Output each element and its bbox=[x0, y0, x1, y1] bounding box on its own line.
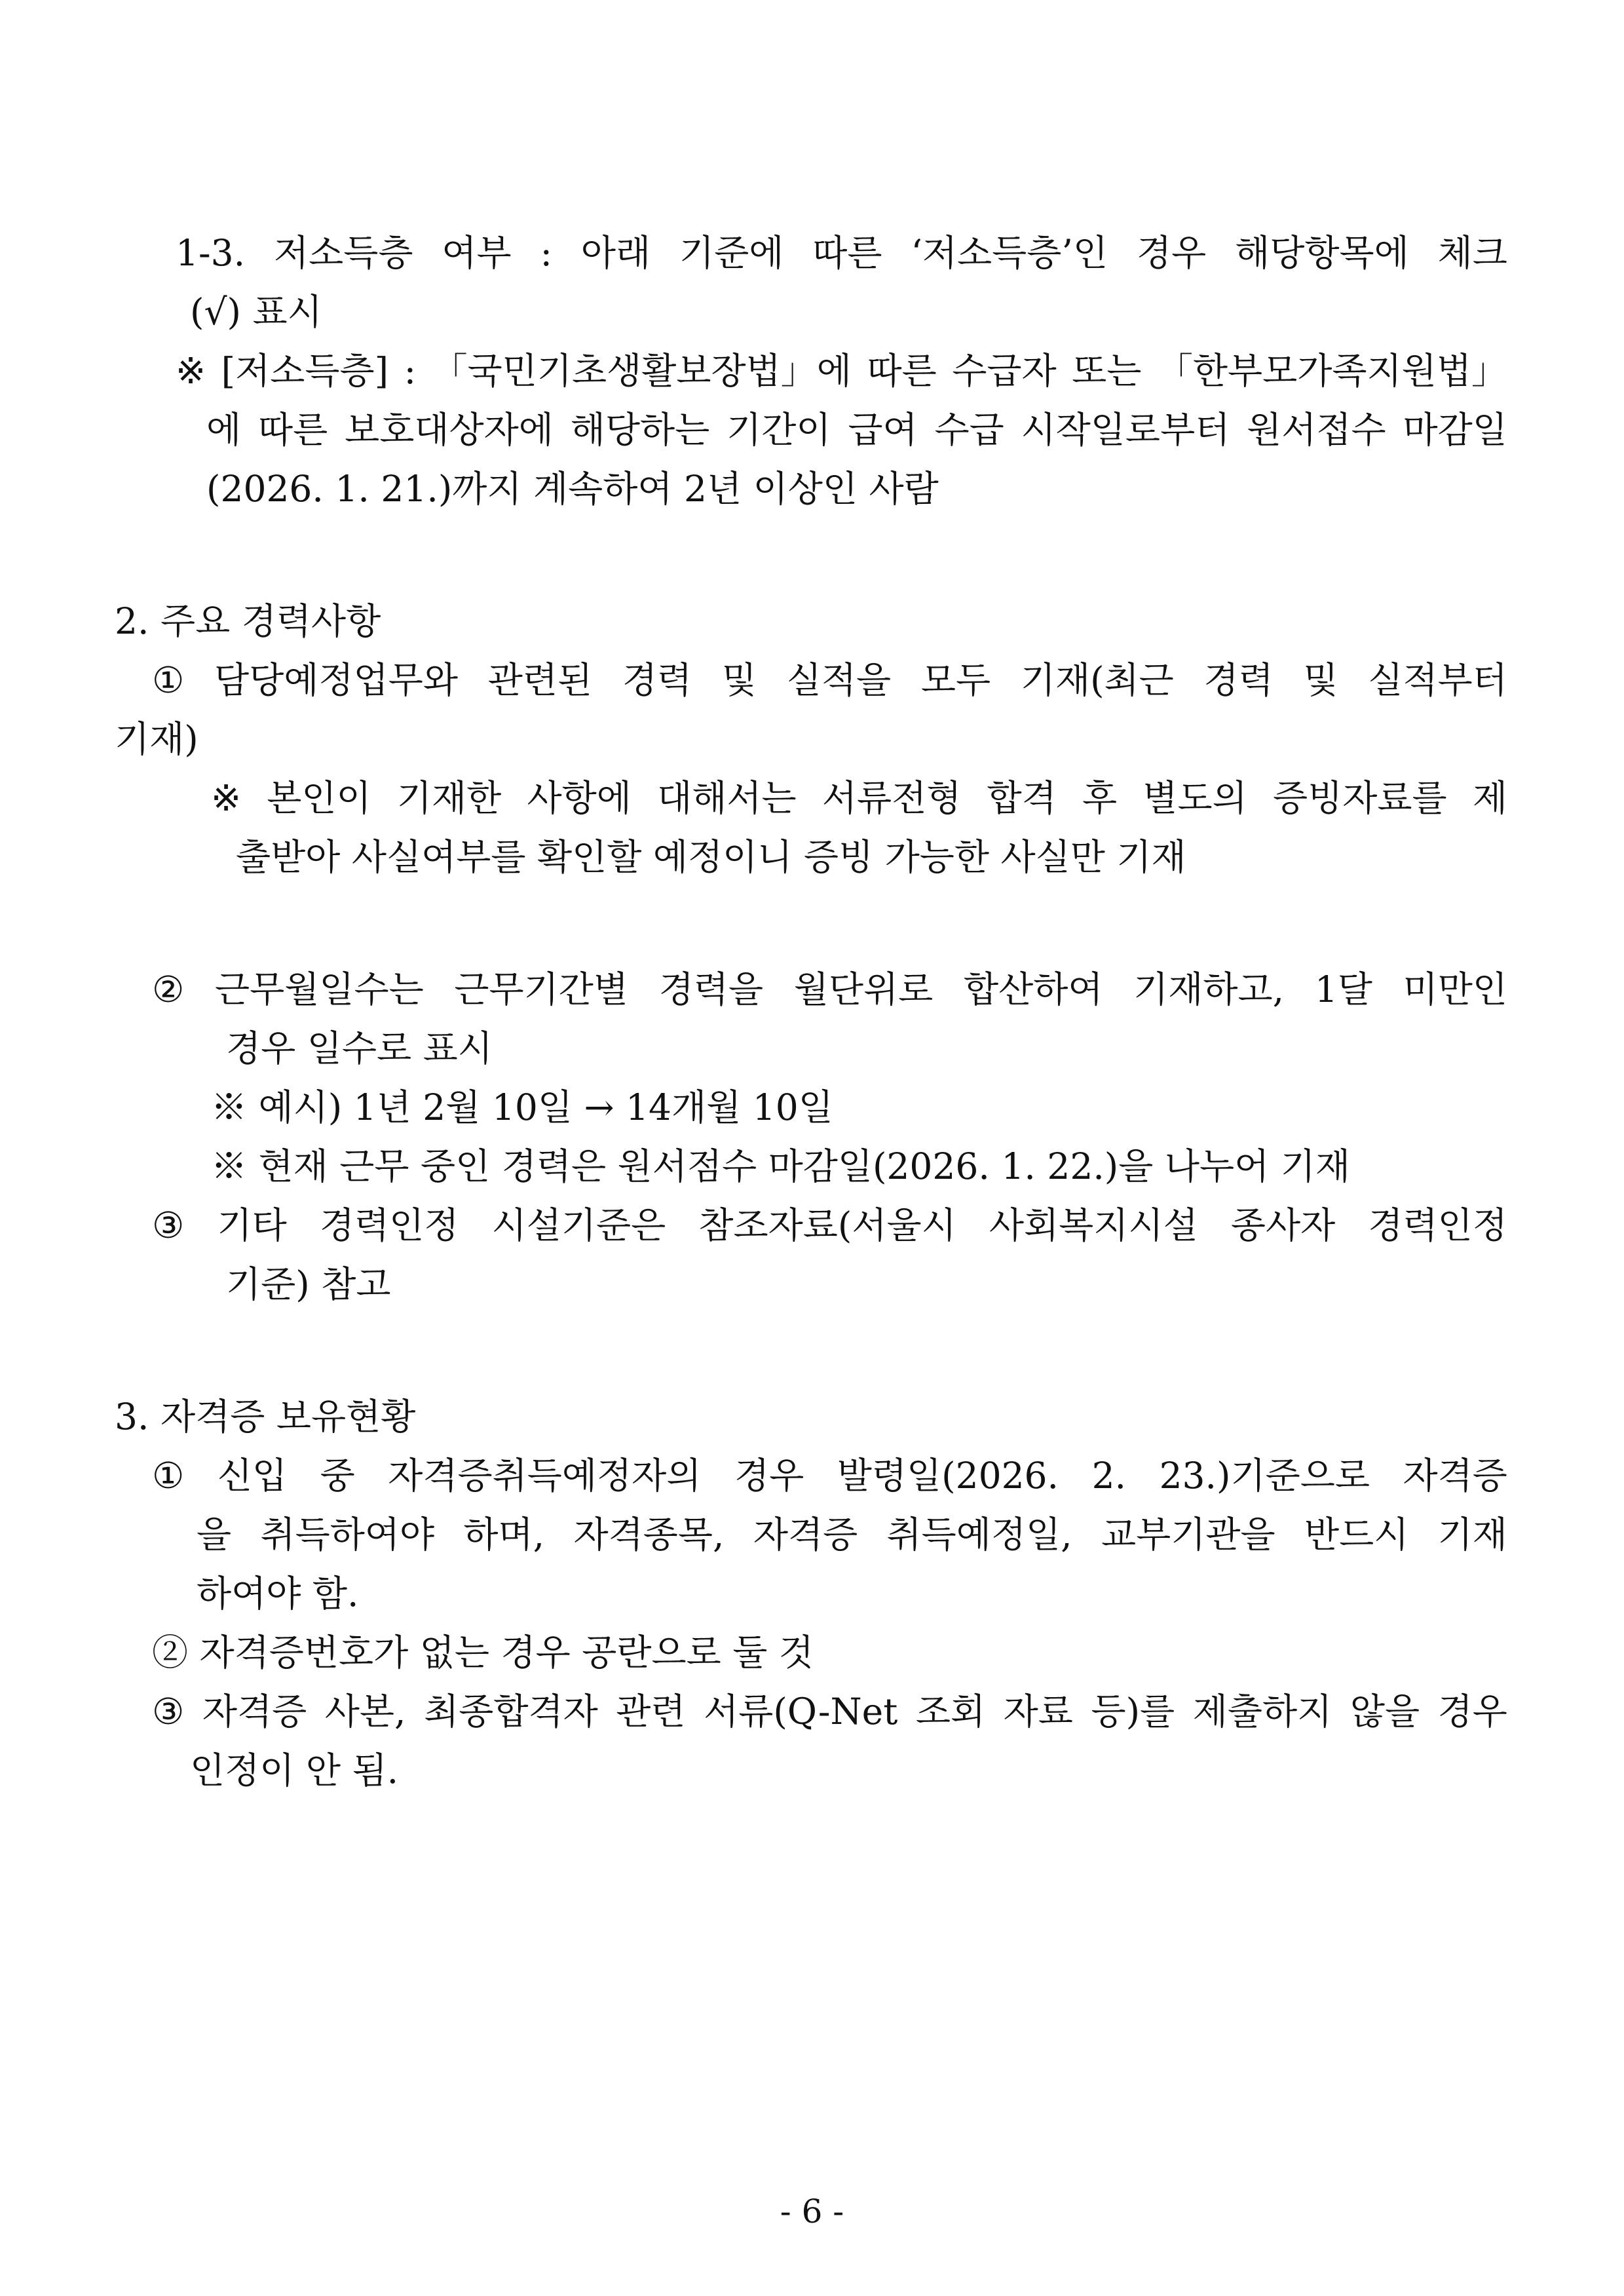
word: 기타 bbox=[217, 1204, 287, 1246]
word: 저소득층 bbox=[273, 232, 413, 274]
word: 따른 bbox=[812, 232, 882, 274]
career-item2-note: ※ 현재 근무 중인 경력은 원서점수 마감일(2026. 1. 22.)을 나누어 기재 bbox=[211, 1145, 1351, 1187]
word: 23.)기준으로 bbox=[1159, 1455, 1370, 1497]
career-item3-line1 bbox=[152, 1199, 1507, 1252]
word: 경력 bbox=[622, 659, 692, 701]
word: ‘저소득층’인 bbox=[911, 232, 1108, 274]
license-item1-line2 bbox=[197, 1508, 1507, 1561]
word: 경력인정 bbox=[319, 1204, 459, 1246]
section-2-heading: 2. 주요 경력사항 bbox=[115, 600, 381, 642]
word: 따른 bbox=[257, 409, 328, 451]
word: ※ bbox=[211, 777, 242, 819]
word: 마감일 bbox=[1403, 409, 1507, 451]
word: 미만인 bbox=[1403, 968, 1507, 1010]
career-item2-example: ※ 예시) 1년 2월 10일 → 14개월 10일 bbox=[211, 1086, 833, 1128]
word: 경력을 bbox=[658, 968, 764, 1010]
word: 2. bbox=[1091, 1455, 1127, 1497]
word: 1달 bbox=[1314, 968, 1372, 1010]
word: 해당항목에 bbox=[1235, 232, 1409, 274]
word: ③ bbox=[152, 1691, 185, 1732]
word: ※ bbox=[176, 350, 206, 392]
word: 을 bbox=[197, 1514, 232, 1556]
word: 월단위로 bbox=[793, 968, 934, 1010]
word: 「한부모가족지원법」 bbox=[1156, 350, 1507, 392]
license-item3-line2: 인정이 안 됨. bbox=[190, 1750, 399, 1791]
word: 합격 bbox=[987, 777, 1057, 819]
word: 경우 bbox=[1437, 1691, 1507, 1732]
word: 근무월일수는 bbox=[214, 968, 424, 1010]
word: 하며, bbox=[463, 1514, 545, 1556]
career-item1-line2: 기재) bbox=[115, 718, 198, 760]
word: 따른 bbox=[867, 350, 937, 392]
word: 1-3. bbox=[176, 232, 246, 274]
word: 모두 bbox=[920, 659, 991, 701]
word: 「국민기초생활보장법」에 bbox=[431, 350, 852, 392]
word: 사회복지시설 bbox=[989, 1204, 1198, 1246]
word: 자격증취득예정자의 bbox=[388, 1455, 702, 1497]
word: ① bbox=[152, 659, 185, 701]
word: 경우 bbox=[734, 1455, 804, 1497]
word: 관련 bbox=[616, 1691, 686, 1732]
word: [저소득층] bbox=[221, 350, 389, 392]
word: 아래 bbox=[580, 232, 651, 274]
word: 근무기간별 bbox=[454, 968, 629, 1010]
word: 여부 bbox=[442, 232, 512, 274]
word: 담당예정업무와 bbox=[214, 659, 458, 701]
word: 자격증 bbox=[753, 1514, 858, 1556]
word: 합산하여 bbox=[963, 968, 1103, 1010]
word: 기재 bbox=[1437, 1514, 1507, 1556]
word: 등)를 bbox=[1091, 1691, 1175, 1732]
word: 취득하여야 bbox=[260, 1514, 435, 1556]
word: 경우 bbox=[1136, 232, 1207, 274]
career-item1-line1 bbox=[152, 654, 1507, 706]
word: 조회 bbox=[915, 1691, 986, 1732]
word: 급여 bbox=[848, 409, 918, 451]
word: 최종합격자 bbox=[424, 1691, 598, 1732]
word: 경력인정 bbox=[1368, 1204, 1507, 1246]
word: 경력 bbox=[1203, 659, 1274, 701]
word: 자료 bbox=[1003, 1691, 1073, 1732]
word: 반드시 bbox=[1304, 1514, 1409, 1556]
word: 기재한 bbox=[396, 777, 502, 819]
word: 수급자 bbox=[952, 350, 1057, 392]
word: 실적을 bbox=[786, 659, 892, 701]
word: 종사자 bbox=[1230, 1204, 1336, 1246]
word: 참조자료(서울시 bbox=[698, 1204, 956, 1246]
word: ① bbox=[152, 1455, 185, 1497]
word: 및 bbox=[721, 659, 757, 701]
section-3-heading: 3. 자격증 보유현황 bbox=[115, 1396, 416, 1438]
word: 에 bbox=[206, 409, 242, 451]
word: 발령일(2026. bbox=[837, 1455, 1059, 1497]
section-1-3-heading-line1 bbox=[176, 227, 1507, 279]
word: 자격증 bbox=[202, 1691, 307, 1732]
word: 자격증 bbox=[1403, 1455, 1507, 1497]
word: 보호대상자에 bbox=[345, 409, 554, 451]
word: 취득예정일, bbox=[886, 1514, 1072, 1556]
word: 신입 bbox=[217, 1455, 288, 1497]
license-item3-line1 bbox=[152, 1685, 1507, 1738]
page-number: - 6 - bbox=[780, 2192, 844, 2230]
section-1-3-heading-line2: (√) 표시 bbox=[190, 291, 322, 333]
low-income-note-line1 bbox=[176, 345, 1507, 397]
word: 별도의 bbox=[1142, 777, 1247, 819]
word: 체크 bbox=[1437, 232, 1507, 274]
word: 자격종목, bbox=[573, 1514, 725, 1556]
word: 사본, bbox=[324, 1691, 406, 1732]
word: 않을 bbox=[1350, 1691, 1420, 1732]
career-item3-line2: 기준) 참고 bbox=[226, 1263, 391, 1305]
word: ② bbox=[152, 968, 185, 1010]
word: 중 bbox=[320, 1455, 355, 1497]
word: 시설기준은 bbox=[491, 1204, 666, 1246]
word: 또는 bbox=[1072, 350, 1142, 392]
low-income-note-line2 bbox=[206, 404, 1507, 456]
license-item2: ② 자격증번호가 없는 경우 공란으로 둘 것 bbox=[152, 1632, 814, 1674]
word: 교부기관을 bbox=[1101, 1514, 1275, 1556]
license-item1-line1 bbox=[152, 1449, 1507, 1502]
word: 시작일로부터 bbox=[1021, 409, 1230, 451]
word: 및 bbox=[1303, 659, 1338, 701]
word: 원서접수 bbox=[1247, 409, 1386, 451]
word: : bbox=[404, 350, 417, 392]
word: 증빙자료를 bbox=[1272, 777, 1447, 819]
word: 기재(최근 bbox=[1020, 659, 1174, 701]
license-item1-line3: 하여야 함. bbox=[197, 1573, 359, 1615]
career-item1-note-line2: 출받아 사실여부를 확인할 예정이니 증빙 가능한 사실만 기재 bbox=[236, 836, 1186, 878]
word: 후 bbox=[1082, 777, 1118, 819]
word: 실적부터 bbox=[1368, 659, 1507, 701]
word: 본인이 bbox=[267, 777, 371, 819]
word: 사항에 bbox=[527, 777, 632, 819]
word: 기간이 bbox=[727, 409, 831, 451]
word: 관련된 bbox=[487, 659, 593, 701]
word: 기준에 bbox=[679, 232, 784, 274]
career-item2-line1 bbox=[152, 963, 1507, 1016]
word: 서류전형 bbox=[821, 777, 962, 819]
word: 제출하지 bbox=[1192, 1691, 1332, 1732]
word: 제 bbox=[1472, 777, 1507, 819]
word: : bbox=[540, 232, 553, 274]
career-item2-line2: 경우 일수로 표시 bbox=[226, 1027, 493, 1069]
word: ③ bbox=[152, 1204, 185, 1246]
word: 해당하는 bbox=[570, 409, 710, 451]
low-income-note-line3: (2026. 1. 21.)까지 계속하여 2년 이상인 사람 bbox=[206, 468, 939, 510]
word: 기재하고, bbox=[1133, 968, 1285, 1010]
word: 서류(Q-Net bbox=[704, 1691, 898, 1732]
word: 수급 bbox=[934, 409, 1004, 451]
word: 대해서는 bbox=[657, 777, 797, 819]
career-item1-note-line1 bbox=[211, 772, 1507, 824]
